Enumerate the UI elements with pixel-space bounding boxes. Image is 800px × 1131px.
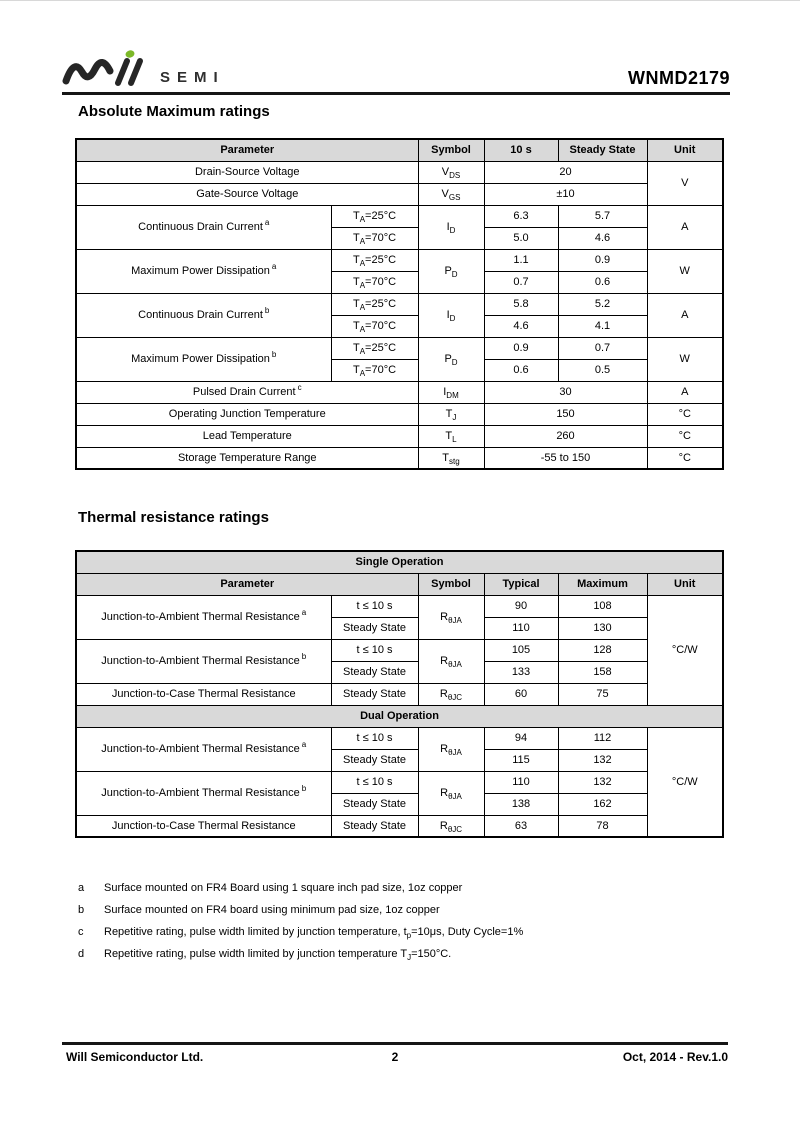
condition-cell: $T_A=25^\circ C$ [331,337,418,359]
condition-cell: $T_A=25^\circ C$ [331,293,418,315]
symbol-cell: $I_D$ [418,293,484,337]
parameter-cell: Gate-Source Voltage [76,183,418,205]
footnote-c [78,921,523,943]
condition-cell: Steady State [331,815,418,837]
absolute-maximum-table [75,138,724,470]
value-cell: 0.7 [484,271,558,293]
condition-cell: Steady State [331,793,418,815]
symbol-cell: $R_{\theta JA}$ [418,639,484,683]
condition-cell: Steady State [331,617,418,639]
typical-cell: 110 [484,771,558,793]
footer-company: Will Semiconductor Ltd. [66,1050,204,1064]
col-header-10s: 10 s [484,139,558,161]
condition-cell: $T_A=70^\circ C$ [331,227,418,249]
unit-cell: A [647,293,723,337]
value-cell: 6.3 [484,205,558,227]
maximum-cell: 108 [558,595,647,617]
value-cell: 1.1 [484,249,558,271]
parameter-cell: Junction-to-Ambient Thermal Resistance $^b$ [76,771,331,815]
single-operation-row [76,551,723,573]
thermal-resistance-table [75,550,724,838]
unit-cell: W [647,337,723,381]
table-row-single-jc [76,683,723,705]
table-row-pd-b-25 [76,337,723,359]
maximum-cell: 132 [558,749,647,771]
page-footer [62,1042,728,1066]
footnote-b [78,899,523,921]
footnote-key: b [78,904,85,916]
condition-cell: Steady State [331,683,418,705]
unit-cell: °C [647,447,723,469]
value-cell: 5.0 [484,227,558,249]
value-cell: 5.7 [558,205,647,227]
condition-cell: $T_A=70^\circ C$ [331,271,418,293]
value-cell: 4.1 [558,315,647,337]
abs-header-row [76,139,723,161]
footnote-d [78,943,523,965]
parameter-cell: Storage Temperature Range [76,447,418,469]
typical-cell: 60 [484,683,558,705]
parameter-cell: Junction-to-Ambient Thermal Resistance $^a$ [76,595,331,639]
col-header-typical: Typical [484,573,558,595]
parameter-cell: Continuous Drain Current $^a$ [76,205,331,249]
typical-cell: 94 [484,727,558,749]
unit-cell: W [647,249,723,293]
symbol-cell: $T_J$ [418,403,484,425]
symbol-cell: $T_{stg}$ [418,447,484,469]
symbol-cell: $V_{GS}$ [418,183,484,205]
table-row-tstg [76,447,723,469]
typical-cell: 110 [484,617,558,639]
symbol-cell: $P_D$ [418,337,484,381]
maximum-cell: 130 [558,617,647,639]
symbol-cell: $P_D$ [418,249,484,293]
symbol-cell: $I_{DM}$ [418,381,484,403]
condition-cell: t ≤ 10 s [331,771,418,793]
unit-cell: °C [647,425,723,447]
value-cell: 5.2 [558,293,647,315]
parameter-cell: Junction-to-Case Thermal Resistance [76,683,331,705]
typical-cell: 105 [484,639,558,661]
symbol-cell: $R_{\theta JC}$ [418,683,484,705]
table-row-idm [76,381,723,403]
symbol-cell: $I_D$ [418,205,484,249]
value-cell: 4.6 [558,227,647,249]
company-logo [62,48,225,88]
table-row-vds [76,161,723,183]
table-row-vgs [76,183,723,205]
parameter-cell: Drain-Source Voltage [76,161,418,183]
symbol-cell: $T_L$ [418,425,484,447]
footnote-a [78,877,523,899]
condition-cell: $T_A=70^\circ C$ [331,315,418,337]
typical-cell: 115 [484,749,558,771]
maximum-cell: 132 [558,771,647,793]
col-header-maximum: Maximum [558,573,647,595]
value-cell: 0.9 [558,249,647,271]
condition-cell: $T_A=25^\circ C$ [331,249,418,271]
single-operation-label: Single Operation [76,551,723,573]
page-header [62,49,730,95]
typical-cell: 90 [484,595,558,617]
unit-cell: V [647,161,723,205]
condition-cell: t ≤ 10 s [331,639,418,661]
value-cell: 4.6 [484,315,558,337]
symbol-cell: $R_{\theta JA}$ [418,727,484,771]
col-header-unit: Unit [647,573,723,595]
value-cell: 0.6 [484,359,558,381]
thermal-section-title: Thermal resistance ratings [78,509,269,526]
condition-cell: Steady State [331,749,418,771]
table-row-id-a-25 [76,205,723,227]
brand-text: SEMI [160,69,225,86]
value-cell: 20 [484,161,647,183]
parameter-cell: Junction-to-Case Thermal Resistance [76,815,331,837]
unit-cell: °C/W [647,595,723,705]
parameter-cell: Lead Temperature [76,425,418,447]
value-cell: 0.5 [558,359,647,381]
value-cell: 0.7 [558,337,647,359]
footnotes [78,877,523,965]
table-row-tj [76,403,723,425]
abs-max-section-title: Absolute Maximum ratings [78,103,270,120]
value-cell: 150 [484,403,647,425]
condition-cell: Steady State [331,661,418,683]
col-header-steady-state: Steady State [558,139,647,161]
parameter-cell: Maximum Power Dissipation $^a$ [76,249,331,293]
maximum-cell: 158 [558,661,647,683]
parameter-cell: Junction-to-Ambient Thermal Resistance $^b$ [76,639,331,683]
condition-cell: t ≤ 10 s [331,595,418,617]
parameter-cell: Junction-to-Ambient Thermal Resistance $^a$ [76,727,331,771]
condition-cell: t ≤ 10 s [331,727,418,749]
part-number: WNMD2179 [627,68,730,88]
parameter-cell: Operating Junction Temperature [76,403,418,425]
value-cell: -55 to 150 [484,447,647,469]
value-cell: 0.9 [484,337,558,359]
value-cell: 260 [484,425,647,447]
maximum-cell: 128 [558,639,647,661]
col-header-unit: Unit [647,139,723,161]
typical-cell: 133 [484,661,558,683]
col-header-parameter: Parameter [76,573,418,595]
value-cell: 30 [484,381,647,403]
table-row-dual-jc [76,815,723,837]
parameter-cell: Pulsed Drain Current $^c$ [76,381,418,403]
unit-cell: A [647,381,723,403]
table-row-id-b-25 [76,293,723,315]
col-header-parameter: Parameter [76,139,418,161]
unit-cell: °C [647,403,723,425]
col-header-symbol: Symbol [418,573,484,595]
unit-cell: °C/W [647,727,723,837]
footer-revision: Oct, 2014 - Rev.1.0 [622,1050,728,1064]
footnote-key: c [78,926,84,938]
symbol-cell: $V_{DS}$ [418,161,484,183]
maximum-cell: 75 [558,683,647,705]
parameter-cell: Continuous Drain Current $^b$ [76,293,331,337]
maximum-cell: 162 [558,793,647,815]
table-row-dual-ja-a-10s [76,727,723,749]
table-row-dual-ja-b-10s [76,771,723,793]
symbol-cell: $R_{\theta JA}$ [418,771,484,815]
value-cell: 0.6 [558,271,647,293]
table-row-pd-a-25 [76,249,723,271]
symbol-cell: $R_{\theta JA}$ [418,595,484,639]
footnote-text: Repetitive rating, pulse width limited by junction temperature $T_J=150^\circ C$. [104,948,452,963]
thermal-header-row [76,573,723,595]
value-cell: ±10 [484,183,647,205]
dual-operation-row [76,705,723,727]
maximum-cell: 112 [558,727,647,749]
footnote-text: Surface mounted on FR4 Board using 1 square inch pad size, 1oz copper [104,882,463,894]
value-cell: 5.8 [484,293,558,315]
maximum-cell: 78 [558,815,647,837]
footnote-text: Surface mounted on FR4 board using minimum pad size, 1oz copper [104,904,440,916]
footnote-key: d [78,948,85,960]
condition-cell: $T_A=70^\circ C$ [331,359,418,381]
condition-cell: $T_A=25^\circ C$ [331,205,418,227]
footnote-text: Repetitive rating, pulse width limited by junction temperature, $t_p=10\mu s$, Duty Cycle=1% [104,926,524,941]
will-semi-logo-icon [62,48,150,88]
footnote-key: a [78,882,85,894]
symbol-cell: $R_{\theta JC}$ [418,815,484,837]
footer-page-number: 2 [391,1050,399,1064]
table-row-tl [76,425,723,447]
table-row-single-ja-a-10s [76,595,723,617]
col-header-symbol: Symbol [418,139,484,161]
dual-operation-label: Dual Operation [76,705,723,727]
logo-green-dot [125,49,136,59]
typical-cell: 138 [484,793,558,815]
table-row-single-ja-b-10s [76,639,723,661]
typical-cell: 63 [484,815,558,837]
parameter-cell: Maximum Power Dissipation $^b$ [76,337,331,381]
unit-cell: A [647,205,723,249]
